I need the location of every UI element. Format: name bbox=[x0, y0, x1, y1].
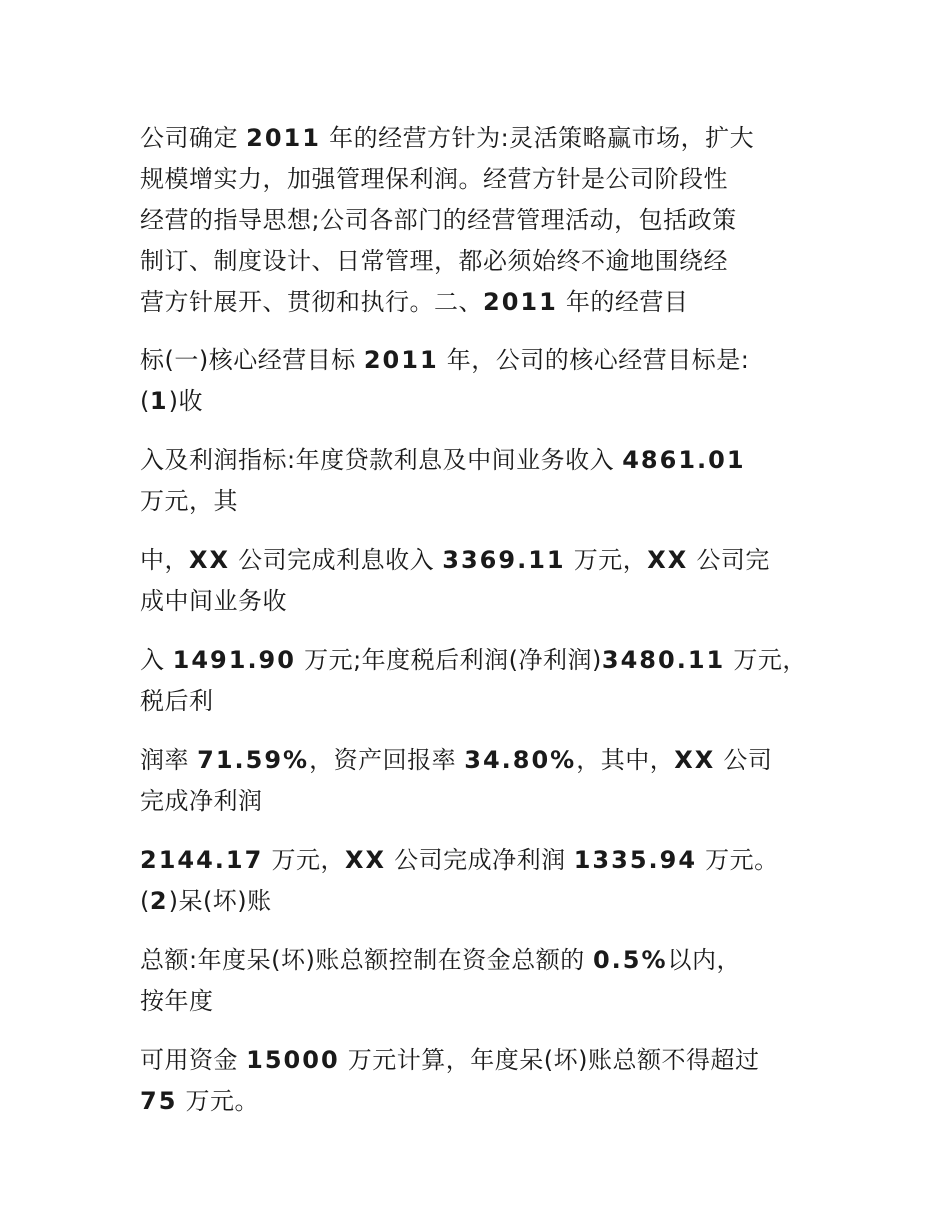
text-line: 经营的指导思想;公司各部门的经营管理活动，包括政策 bbox=[140, 206, 737, 234]
text-line: 税后利 bbox=[140, 687, 214, 715]
text-line: 标(一)核心经营目标 2011 年，公司的核心经营目标是: bbox=[140, 346, 750, 374]
text-line: 润率 71.59%，资产回报率 34.80%，其中，XX 公司 bbox=[140, 746, 773, 774]
text-line: (2)呆(坏)账 bbox=[140, 887, 272, 915]
paragraph-company-profits bbox=[140, 840, 840, 922]
paragraph-interest-income bbox=[140, 540, 840, 622]
text-line: 规模增实力，加强管理保利润。经营方针是公司阶段性 bbox=[140, 165, 728, 193]
text-line: 按年度 bbox=[140, 987, 214, 1015]
paragraph-income-target bbox=[140, 440, 840, 522]
paragraph-bad-debt-limit bbox=[140, 940, 840, 1022]
paragraph-net-profit bbox=[140, 640, 840, 722]
text-line: 2144.17 万元，XX 公司完成净利润 1335.94 万元。 bbox=[140, 846, 779, 874]
text-line: (1)收 bbox=[140, 387, 203, 415]
paragraph-available-funds bbox=[140, 1040, 840, 1122]
paragraph-profit-rate bbox=[140, 740, 840, 822]
text-line: 入 1491.90 万元;年度税后利润(净利润)3480.11 万元， bbox=[140, 646, 807, 674]
text-line: 中，XX 公司完成利息收入 3369.11 万元，XX 公司完 bbox=[140, 546, 770, 574]
text-line: 万元，其 bbox=[140, 487, 238, 515]
text-line: 总额:年度呆(坏)账总额控制在资金总额的 0.5%以内， bbox=[140, 946, 742, 974]
text-line: 75 万元。 bbox=[140, 1087, 260, 1115]
paragraph-business-policy bbox=[140, 118, 840, 323]
text-line: 入及利润指标:年度贷款利息及中间业务收入 4861.01 bbox=[140, 446, 746, 474]
text-line: 营方针展开、贯彻和执行。二、2011 年的经营目 bbox=[140, 288, 689, 316]
paragraph-core-targets bbox=[140, 340, 840, 422]
text-line: 公司确定 2011 年的经营方针为:灵活策略赢市场，扩大 bbox=[140, 124, 755, 152]
text-line: 成中间业务收 bbox=[140, 587, 287, 615]
text-line: 可用资金 15000 万元计算，年度呆(坏)账总额不得超过 bbox=[140, 1046, 760, 1074]
text-line: 制订、制度设计、日常管理，都必须始终不逾地围绕经 bbox=[140, 247, 728, 275]
text-line: 完成净利润 bbox=[140, 787, 263, 815]
